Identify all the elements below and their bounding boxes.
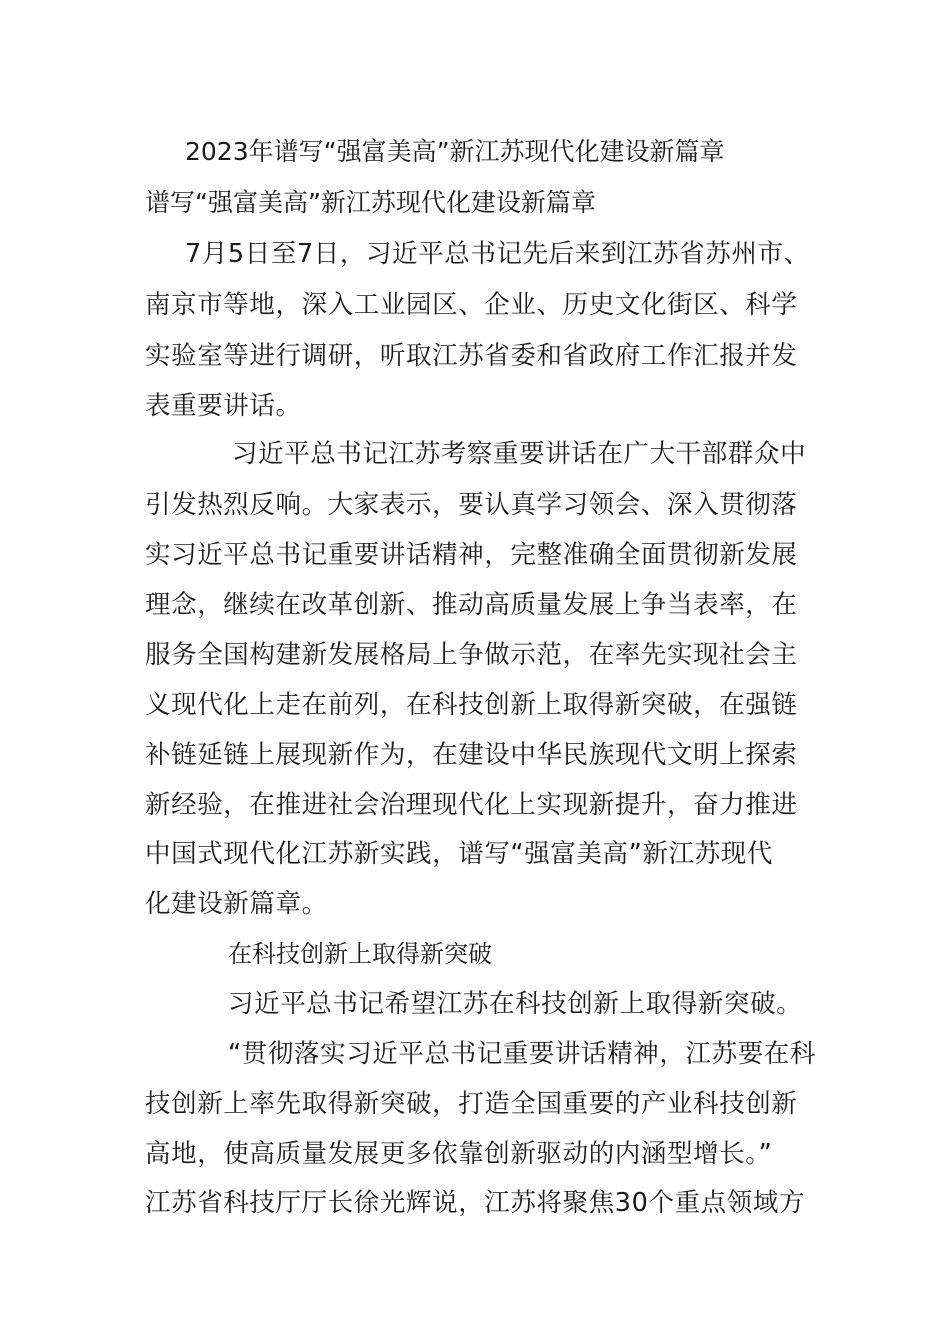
- paragraph-2-line-2: 引发热烈反响。大家表示，要认真学习领会、深入贯彻落: [145, 490, 798, 520]
- paragraph-2-line-8: 新经验，在推进社会治理现代化上实现新提升，奋力推进: [145, 790, 798, 820]
- paragraph-1-line-2: 南京市等地，深入工业园区、企业、历史文化街区、科学: [145, 290, 798, 320]
- paragraph-3: 习近平总书记希望江苏在科技创新上取得新突破。: [228, 989, 803, 1019]
- paragraph-2-line-3: 实习近平总书记重要讲话精神，完整准确全面贯彻新发展: [145, 540, 798, 570]
- paragraph-4-line-3: 高地，使高质量发展更多依靠创新驱动的内涵型增长。”: [145, 1139, 773, 1169]
- paragraph-4-line-4: 江苏省科技厅厅长徐光辉说，江苏将聚焦30个重点领域方: [145, 1188, 806, 1218]
- paragraph-2-line-6: 义现代化上走在前列，在科技创新上取得新突破，在强链: [145, 690, 798, 720]
- paragraph-2-line-9: 中国式现代化江苏新实践，谱写“强富美高”新江苏现代: [145, 839, 773, 869]
- paragraph-4-line-1: “贯彻落实习近平总书记重要讲话精神，江苏要在科: [228, 1039, 817, 1069]
- paragraph-1-line-3: 实验室等进行调研，听取江苏省委和省政府工作汇报并发: [145, 341, 798, 371]
- paragraph-4-line-2: 技创新上率先取得新突破，打造全国重要的产业科技创新: [145, 1089, 798, 1119]
- document-subtitle: 谱写“强富美高”新江苏现代化建设新篇章: [145, 188, 596, 217]
- paragraph-1-line-1: 7月5日至7日，习近平总书记先后来到江苏省苏州市、: [185, 239, 810, 269]
- document-title: 2023年谱写“强富美高”新江苏现代化建设新篇章: [185, 137, 725, 166]
- paragraph-2-line-4: 理念，继续在改革创新、推动高质量发展上争当表率，在: [145, 590, 798, 620]
- paragraph-2-line-5: 服务全国构建新发展格局上争做示范，在率先实现社会主: [145, 640, 798, 670]
- paragraph-2-line-1: 习近平总书记江苏考察重要讲话在广大干部群众中: [232, 439, 807, 469]
- paragraph-2-line-7: 补链延链上展现新作为，在建设中华民族现代文明上探索: [145, 740, 798, 770]
- paragraph-2-line-10: 化建设新篇章。: [145, 889, 328, 919]
- paragraph-1-line-4: 表重要讲话。: [145, 391, 302, 421]
- section-heading: 在科技创新上取得新突破: [228, 940, 492, 968]
